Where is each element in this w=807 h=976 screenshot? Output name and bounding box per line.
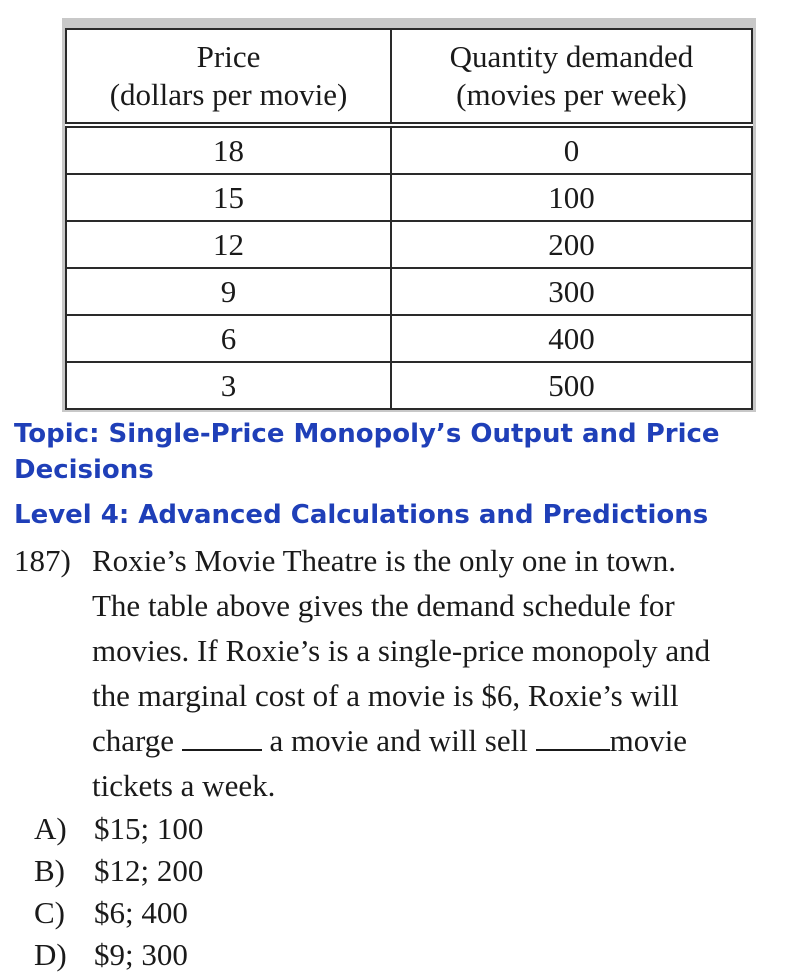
topic-heading: Topic: Single-Price Monopoly’s Output and Price Decisions bbox=[14, 419, 720, 485]
level-heading: Level 4: Advanced Calculations and Predictions bbox=[14, 500, 709, 530]
table-row bbox=[66, 362, 752, 409]
question-number: 187) bbox=[14, 543, 71, 578]
quantity-cell: 400 bbox=[391, 315, 752, 362]
table-row bbox=[66, 174, 752, 221]
choice-text: $15; 100 bbox=[94, 811, 204, 846]
choice-letter: A) bbox=[34, 811, 67, 846]
quantity-cell: 300 bbox=[391, 268, 752, 315]
choice-letter: B) bbox=[34, 853, 65, 888]
choice-text: $12; 200 bbox=[94, 853, 204, 888]
table-row bbox=[66, 221, 752, 268]
choice-b bbox=[34, 850, 203, 892]
question-line-with-blanks bbox=[92, 718, 797, 763]
price-cell: 12 bbox=[66, 221, 391, 268]
question-text bbox=[92, 538, 797, 808]
price-header-line1: Price bbox=[196, 39, 261, 74]
choice-text: $6; 400 bbox=[94, 895, 188, 930]
price-answer-blank bbox=[182, 723, 262, 751]
question-line: movies. If Roxie’s is a single-price monopoly and bbox=[92, 633, 711, 668]
quantity-cell: 200 bbox=[391, 221, 752, 268]
quantity-header-line2: (movies per week) bbox=[456, 77, 687, 112]
quantity-column-header bbox=[391, 29, 752, 125]
question-line: tickets a week. bbox=[92, 768, 276, 803]
choice-text: $9; 300 bbox=[94, 937, 188, 972]
question-text-segment: charge bbox=[92, 723, 182, 758]
question-text-segment: a movie and will sell bbox=[261, 723, 536, 758]
price-cell: 9 bbox=[66, 268, 391, 315]
answer-choices bbox=[34, 808, 203, 976]
table-row bbox=[66, 268, 752, 315]
choice-letter: D) bbox=[34, 937, 67, 972]
question-line: Roxie’s Movie Theatre is the only one in town. bbox=[92, 543, 677, 578]
quantity-cell: 100 bbox=[391, 174, 752, 221]
question-text-segment: movie bbox=[609, 723, 688, 758]
choice-d bbox=[34, 934, 203, 976]
price-cell: 3 bbox=[66, 362, 391, 409]
choice-a bbox=[34, 808, 203, 850]
choice-c bbox=[34, 892, 203, 934]
price-header-line2: (dollars per movie) bbox=[109, 77, 348, 112]
question-line: the marginal cost of a movie is $6, Roxie’s will bbox=[92, 678, 679, 713]
question-line: The table above gives the demand schedule for bbox=[92, 588, 675, 623]
quantity-header-line1: Quantity demanded bbox=[449, 39, 694, 74]
quantity-answer-blank bbox=[536, 723, 610, 751]
price-cell: 15 bbox=[66, 174, 391, 221]
demand-schedule-table bbox=[65, 28, 753, 410]
price-cell: 6 bbox=[66, 315, 391, 362]
price-cell: 18 bbox=[66, 125, 391, 174]
price-column-header bbox=[66, 29, 391, 125]
choice-letter: C) bbox=[34, 895, 65, 930]
quantity-cell: 500 bbox=[391, 362, 752, 409]
table-row bbox=[66, 315, 752, 362]
quantity-cell: 0 bbox=[391, 125, 752, 174]
table-header-row bbox=[66, 29, 752, 125]
table-row bbox=[66, 125, 752, 174]
